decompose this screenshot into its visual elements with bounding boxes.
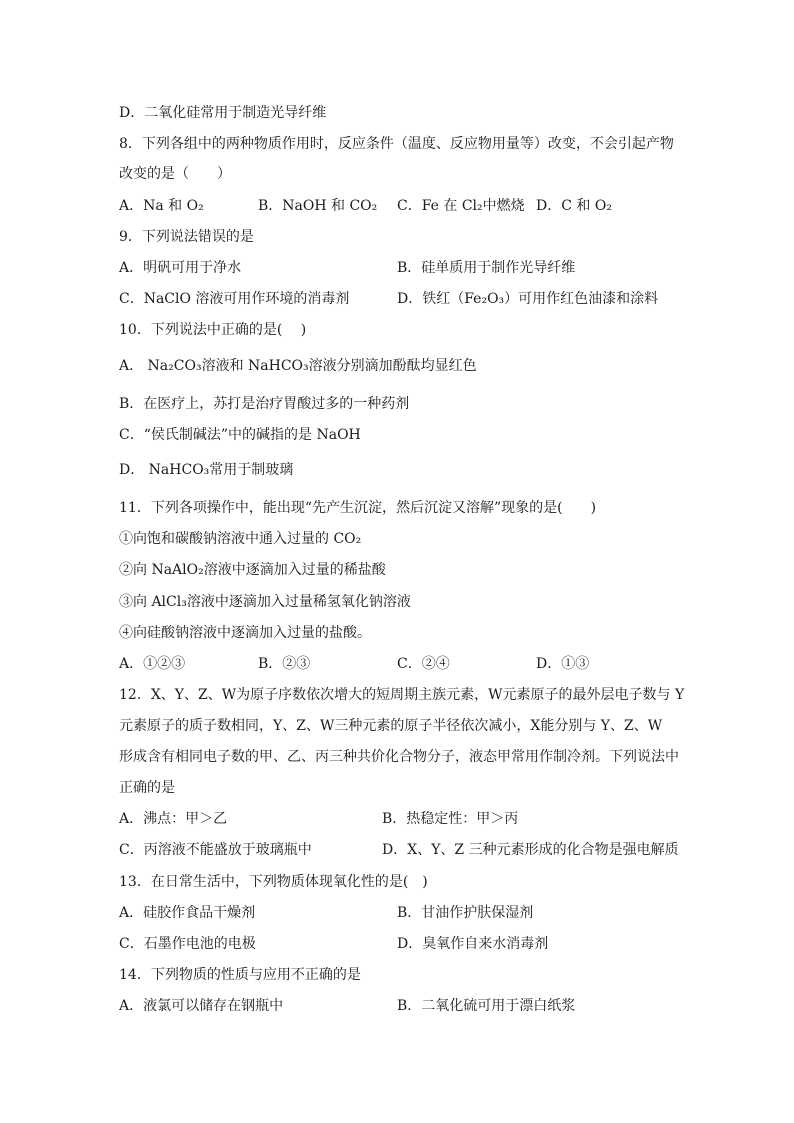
q9-option-c: C．NaClO 溶液可用作环境的消毒剂 [119, 291, 350, 307]
q12-stem-line-4: 正确的是 [119, 780, 175, 796]
q8-option-b: B．NaOH 和 CO₂ [258, 198, 378, 214]
q11-option-a: A．①②③ [119, 656, 186, 672]
q11-item-1: ①向饱和碳酸钠溶液中通入过量的 CO₂ [119, 531, 362, 547]
q12-stem-line-1: 12．X、Y、Z、W为原子序数依次增大的短周期主族元素，W元素原子的最外层电子数与 Y [119, 687, 685, 703]
q8-option-d: D．C 和 O₂ [536, 198, 612, 214]
q11-item-2: ②向 NaAlO₂溶液中逐滴加入过量的稀盐酸 [119, 562, 386, 578]
q10-stem: 10．下列说法中正确的是( ) [119, 322, 307, 338]
q8-stem-line-1: 8．下列各组中的两种物质作用时，反应条件（温度、反应物用量等）改变，不会引起产物 [119, 136, 674, 152]
q12-options-row-1 [0, 809, 794, 829]
q14-options-row-1 [0, 996, 794, 1016]
q13-option-b: B．甘油作护肤保湿剂 [397, 905, 534, 921]
q8-option-c: C．Fe 在 Cl₂中燃烧 [397, 198, 525, 214]
q11-option-c: C．②④ [397, 656, 450, 672]
q10-option-a: A． Na₂CO₃溶液和 NaHCO₃溶液分别滴加酚酞均显红色 [119, 358, 477, 374]
q12-option-a: A．沸点：甲＞乙 [119, 811, 228, 827]
q11-item-3: ③向 AlCl₃溶液中逐滴加入过量稀氢氧化钠溶液 [119, 594, 411, 610]
q11-options [0, 654, 794, 674]
q12-option-c: C．丙溶液不能盛放于玻璃瓶中 [119, 842, 312, 858]
q12-option-d: D．X、Y、Z 三种元素形成的化合物是强电解质 [382, 842, 679, 858]
q9-option-d: D．铁红（Fe₂O₃）可用作红色油漆和涂料 [397, 291, 659, 307]
q9-option-b: B．硅单质用于制作光导纤维 [397, 260, 576, 276]
q9-options-row-2 [0, 289, 794, 309]
q13-option-a: A．硅胶作食品干燥剂 [119, 905, 256, 921]
q9-option-a: A．明矾可用于净水 [119, 260, 242, 276]
q12-stem-line-3: 形成含有相同电子数的甲、乙、丙三种共价化合物分子，液态甲常用作制冷剂。下列说法中 [119, 749, 679, 765]
q9-options-row-1 [0, 258, 794, 278]
q7-option-d: D．二氧化硅常用于制造光导纤维 [119, 105, 327, 121]
q8-options [0, 196, 794, 216]
q10-option-b: B．在医疗上，苏打是治疗胃酸过多的一种药剂 [119, 396, 410, 412]
q13-options-row-1 [0, 903, 794, 923]
q11-option-b: B．②③ [258, 656, 311, 672]
q11-option-d: D．①③ [536, 656, 590, 672]
q8-option-a: A．Na 和 O₂ [119, 198, 204, 214]
q12-option-b: B．热稳定性：甲＞丙 [382, 811, 519, 827]
q11-stem: 11．下列各项操作中，能出现“先产生沉淀，然后沉淀又溶解”现象的是( ) [119, 500, 597, 516]
q11-item-4: ④向硅酸钠溶液中逐滴加入过量的盐酸。 [119, 625, 371, 641]
q9-stem: 9．下列说法错误的是 [119, 229, 254, 245]
q13-option-c: C．石墨作电池的电极 [119, 936, 256, 952]
q12-stem-line-2: 元素原子的质子数相同，Y、Z、W三种元素的原子半径依次减小，X能分别与 Y、Z、W [119, 718, 663, 734]
q14-option-a: A．液氯可以储存在钢瓶中 [119, 998, 284, 1014]
q13-options-row-2 [0, 934, 794, 954]
q12-options-row-2 [0, 840, 794, 860]
q14-stem: 14．下列物质的性质与应用不正确的是 [119, 967, 361, 983]
q10-option-c: C．“侯氏制碱法”中的碱指的是 NaOH [119, 427, 361, 443]
q8-stem-line-2: 改变的是（ ） [119, 166, 231, 182]
q13-option-d: D．臭氧作自来水消毒剂 [397, 936, 549, 952]
q10-option-d: D． NaHCO₃常用于制玻璃 [119, 462, 294, 478]
q13-stem: 13．在日常生活中，下列物质体现氧化性的是( ) [119, 874, 428, 890]
q14-option-b: B．二氧化硫可用于漂白纸浆 [397, 998, 576, 1014]
